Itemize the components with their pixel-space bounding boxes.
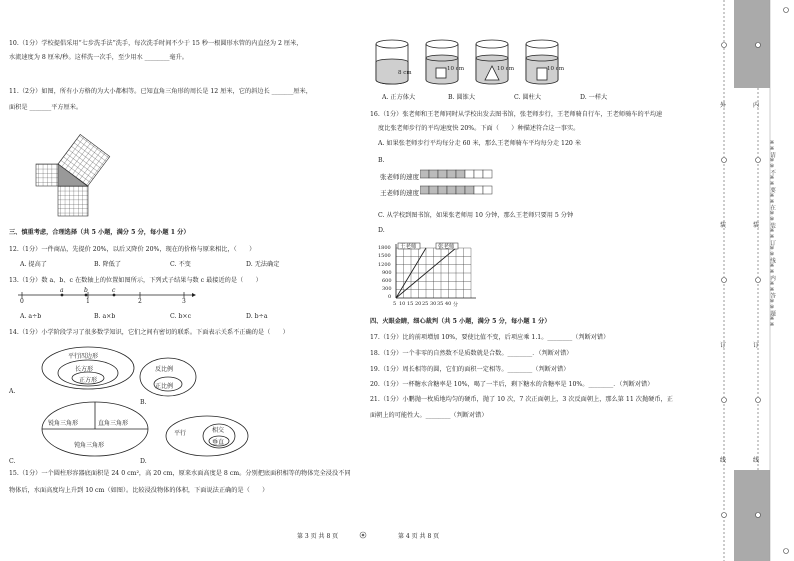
cyl4-height-label: 10 cm: [547, 66, 565, 72]
axis-label-b: b: [84, 287, 88, 294]
q15-option-c: C. 圆柱大: [514, 94, 542, 101]
label-inverse-proportion: 反比例: [155, 366, 174, 373]
q18: 18.（1分）一个非零的自然数不是质数就是合数。________．（判断对错）: [370, 350, 573, 357]
q17: 17.（1分）比的前项增加 10%，要使比值不变，后项应乘 1.1。________（判断对错）: [370, 334, 610, 341]
q15-option-d: D. 一样大: [580, 94, 608, 101]
q16-bar-figure: [420, 168, 500, 200]
q19: 19.（1分）周长相等的圆，它们的面积一定相等。________（判断对错）: [370, 366, 570, 373]
q12-stem: 12.（1分）一件商品，先提价 20%，以后又降价 20%，现在的价格与原来相比，（ ）: [9, 246, 256, 253]
q16-line2: 度比张老师步行的平均速度快 20%。下面（ ）种描述符合这一事实。: [378, 125, 580, 132]
cyl1-height-label: 8 cm: [398, 70, 412, 76]
label-parallelogram: 平行四边形: [68, 353, 99, 360]
q10-line2: 水流速度为 8 厘米/秒。这样洗一次手，至少用水 ________毫升。: [9, 54, 188, 61]
bar-label-wang: 王老师的速度: [380, 189, 419, 197]
axis-tick-3: 3: [182, 298, 186, 305]
binding-inner-2: 装: [753, 222, 760, 229]
binding-inner-1: 内: [753, 102, 760, 109]
q15-cylinders-figure: [374, 38, 564, 90]
y-tick-0: 0: [388, 294, 392, 300]
y-tick-1500: 1500: [378, 253, 391, 259]
x-tick-10: 10: [399, 301, 406, 307]
q12-option-a: A. 提高了: [20, 261, 47, 268]
q10-line1: 10.（1分）学校提倡采用“七步洗手法”洗手，每次洗手时间不少于 15 秒一根圆形水管的内直径为 2 厘米，: [9, 40, 303, 47]
pythagoras-grid-figure: [34, 116, 144, 228]
q13-option-c: C. b×c: [170, 313, 192, 320]
binding-outer-2: 装: [720, 222, 727, 229]
q13-option-d: D. b÷a: [246, 313, 268, 320]
label-right-triangle: 直角三角形: [98, 420, 129, 427]
q13-stem: 13.（1分）数 a、b、c 在数轴上的位置如图所示，下列式子结果与数 c 最接近的是（ ）: [9, 277, 262, 284]
q12-option-d: D. 无法确定: [246, 261, 280, 268]
q15-option-a: A. 正方体大: [382, 94, 416, 101]
y-tick-900: 900: [382, 270, 392, 276]
page-number-4: 第 4 页 共 8 页: [398, 533, 440, 540]
q11-line2: 面积是 _______平方厘米。: [9, 104, 83, 111]
x-tick-25: 25: [422, 301, 429, 307]
section3-heading: 三、慎重考虑，合理选择（共 5 小题，满分 5 分，每小题 1 分）: [9, 229, 190, 236]
q16-option-d: D.: [378, 227, 385, 234]
q12-option-b: B. 降低了: [94, 261, 122, 268]
q14-label-c: C.: [9, 458, 16, 465]
cyl3-height-label: 10 cm: [497, 66, 515, 72]
q15-line1: 15.（1分）一个圆柱形容器底面积是 24 0 cm²，高 20 cm，原来水面高度是 8 cm。分别把底面积相等的物体完全浸没不同: [9, 470, 351, 477]
q13-option-a: A. a÷b: [20, 313, 42, 320]
q14-label-d: D.: [140, 458, 147, 465]
label-acute-triangle: 锐角三角形: [48, 420, 79, 427]
q21-line2: 面朝上的可能性大。________（判断对错）: [370, 412, 488, 419]
y-tick-300: 300: [382, 286, 392, 292]
q15-option-b: B. 圆锥大: [448, 94, 476, 101]
number-line-figure: [16, 286, 196, 308]
x-tick-15: 15: [407, 301, 414, 307]
binding-outer-1: 外: [720, 102, 727, 109]
cyl2-height-label: 10 cm: [447, 66, 465, 72]
x-tick-40: 40: [445, 301, 452, 307]
x-axis-unit: 分: [453, 302, 459, 308]
legend-wang: 王老师: [400, 244, 417, 250]
label-rectangle: 长方形: [75, 366, 94, 373]
axis-label-c: c: [112, 287, 116, 294]
binding-inner-3: 订: [753, 342, 760, 349]
legend-zhang: 张老师: [438, 244, 455, 250]
y-tick-600: 600: [382, 278, 392, 284]
center-mark-icon: [359, 531, 367, 539]
q14-figure-b: [138, 356, 198, 398]
binding-outer-3: 订: [720, 342, 727, 349]
label-square: 正方形: [79, 377, 98, 384]
q14-label-b: B.: [140, 399, 147, 406]
q21-line1: 21.（1分）小鹏抛一枚质地均匀的硬币，抛了 10 次，7 次正面朝上，3 次反面朝上，那么第 11 次抛硬币，正: [370, 396, 673, 403]
axis-label-a: a: [60, 287, 64, 294]
label-parallel: 平行: [174, 430, 187, 437]
q13-option-b: B. a×b: [94, 313, 116, 320]
binding-notice: ※※请※※不※※要※※在※※装※※订※※线※※内※※答※※题※※: [769, 140, 775, 328]
x-tick-35: 35: [437, 301, 444, 307]
q16-option-b: B.: [378, 157, 385, 164]
binding-outer-4: 线: [720, 457, 727, 464]
binding-strip: [712, 0, 794, 561]
q15-line2: 物体后，水面高度均上升到 10 cm（如图）。比较浸没物体的体积，下面说法正确的是（ ）: [9, 487, 269, 494]
label-intersect: 相交: [212, 427, 225, 434]
axis-tick-1: 1: [86, 298, 90, 305]
x-tick-30: 30: [430, 301, 437, 307]
q16-option-c: C. 从学校到图书馆，如果张老师用 10 分钟，那么王老师只要用 5 分钟: [378, 212, 574, 219]
q16-line1: 16.（1分）张老师和王老师同时从学校出发去图书馆，张老师步行，王老师骑自行车，王老师骑车的平均速: [370, 111, 663, 118]
x-tick-5: 5: [393, 301, 397, 307]
label-perpendicular: 垂直: [212, 439, 225, 446]
q14-figure-c: [40, 400, 150, 458]
q14-stem: 14.（1分）小学阶段学习了很多数学知识，它们之间有密切的联系。下面表示关系不正确的是（ ）: [9, 329, 289, 336]
q11-line1: 11.（2分）如图，所有小方格的为大小都相等。已知直角三角形的周长是 12 厘米，它的斜边长 _______厘米，: [9, 88, 312, 95]
y-tick-1200: 1200: [378, 262, 391, 268]
binding-inner-4: 线: [753, 457, 760, 464]
x-tick-20: 20: [415, 301, 422, 307]
q16-option-a: A. 如果张老师步行平均每分走 60 米，那么王老师骑车平均每分走 120 米: [378, 140, 582, 147]
q20: 20.（1分）一杯糖水含糖率是 10%，喝了一半后，剩下糖水的含糖率是 10%。________．（判断对错）: [370, 381, 654, 388]
q12-option-c: C. 不变: [170, 261, 191, 268]
axis-tick-0: 0: [20, 298, 24, 305]
label-direct-proportion: 正比例: [155, 383, 174, 390]
q14-label-a: A.: [9, 388, 16, 395]
y-tick-1800: 1800: [378, 245, 391, 251]
axis-tick-2: 2: [138, 298, 142, 305]
page-number-3: 第 3 页 共 8 页: [297, 533, 339, 540]
bar-label-zhang: 张老师的速度: [380, 173, 419, 181]
section4-heading: 四、火眼金睛，细心裁判（共 5 小题，满分 5 分，每小题 1 分）: [370, 318, 551, 325]
label-obtuse-triangle: 钝角三角形: [74, 442, 105, 449]
